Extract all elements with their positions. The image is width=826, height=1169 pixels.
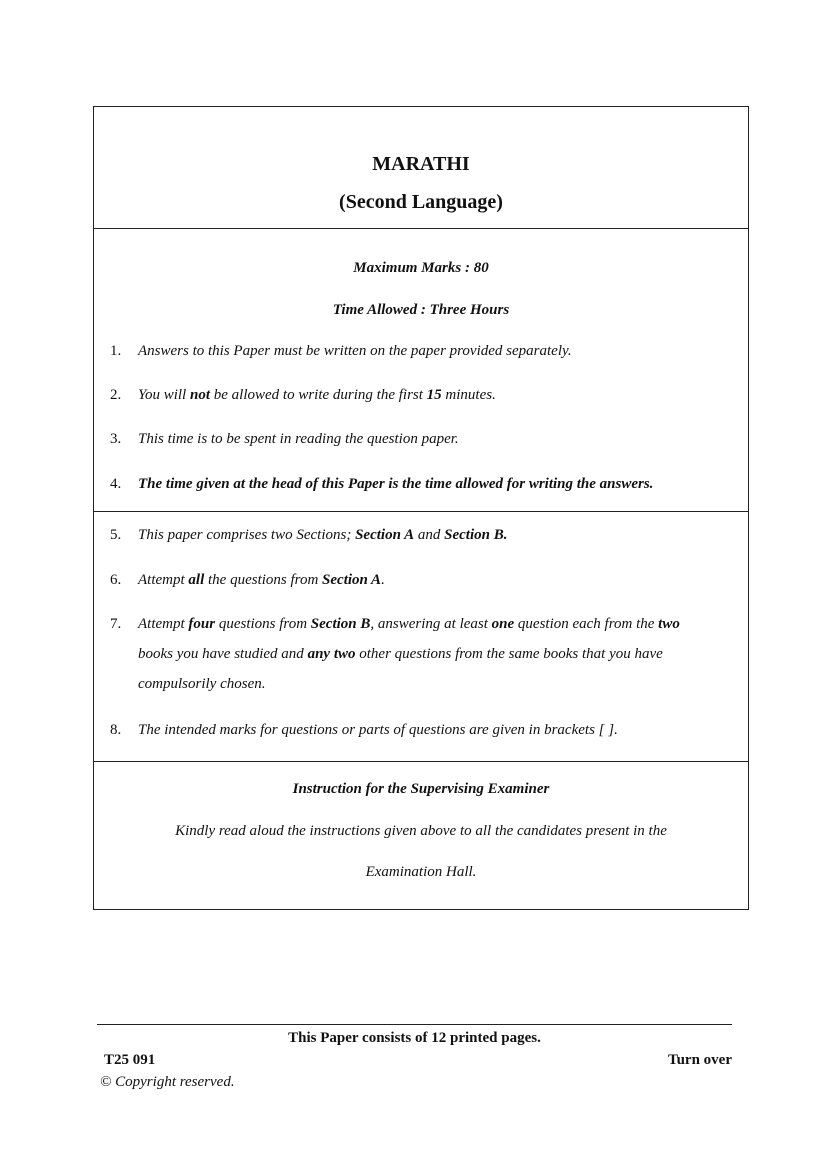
divider [94, 761, 748, 762]
item-text [138, 380, 718, 410]
item-number: 5. [110, 527, 122, 543]
emphasis-text: 15 [426, 387, 442, 403]
text-span: . [381, 572, 385, 588]
time-allowed: Time Allowed : Three Hours [332, 302, 510, 318]
item-number: 2. [110, 387, 122, 403]
supervisor-heading: Instruction for the Supervising Examiner [292, 781, 550, 797]
item-text [138, 520, 718, 550]
item-number: 4. [110, 476, 122, 492]
item-number: 7. [110, 616, 122, 632]
emphasis-text: The time given at the head of this Paper is the time allowed for writing the answers. [138, 476, 654, 492]
max-marks: Maximum Marks : 80 [353, 260, 489, 276]
item-number: 8. [110, 722, 122, 738]
text-span: , answering at least [370, 616, 492, 632]
text-span: other questions from the same books that you have compulsorily chosen. [138, 646, 663, 692]
text-span: Attempt [138, 616, 189, 632]
item-text [138, 565, 718, 595]
emphasis-text: all [188, 572, 205, 588]
item-text [138, 424, 718, 454]
item-number: 6. [110, 572, 122, 588]
paper-title: MARATHI [372, 153, 470, 175]
supervisor-text: Kindly read aloud the instructions given above to all the candidates present in the [175, 823, 667, 839]
emphasis-text: Section A [322, 572, 382, 588]
copyright: © Copyright reserved. [100, 1074, 235, 1090]
item-text [138, 609, 718, 699]
paper-code: T25 091 [104, 1052, 156, 1068]
emphasis-text: two [658, 616, 680, 632]
divider [94, 228, 748, 229]
emphasis-text: Section A [355, 527, 415, 543]
footer-rule [97, 1024, 732, 1025]
text-span: You will [138, 387, 190, 403]
text-span: questions from [215, 616, 311, 632]
text-span: Attempt [138, 572, 189, 588]
divider [94, 511, 748, 512]
emphasis-text: Section B [310, 616, 371, 632]
paper-subtitle: (Second Language) [339, 191, 503, 213]
item-text [138, 715, 718, 745]
item-number: 3. [110, 431, 122, 447]
instruction-box [93, 106, 749, 910]
emphasis-text: any two [307, 646, 356, 662]
item-number: 1. [110, 343, 122, 359]
turn-over: Turn over [667, 1052, 732, 1068]
supervisor-text: Examination Hall. [365, 864, 477, 880]
text-span: This time is to be spent in reading the question paper. [138, 431, 459, 447]
text-span: question each from the [514, 616, 659, 632]
emphasis-text: four [188, 616, 216, 632]
item-text [138, 469, 718, 499]
text-span: and [414, 527, 445, 543]
pages-note: This Paper consists of 12 printed pages. [288, 1030, 541, 1046]
emphasis-text: not [189, 387, 210, 403]
text-span: The intended marks for questions or parts of questions are given in brackets [ ]. [138, 722, 618, 738]
text-span: be allowed to write during the first [210, 387, 427, 403]
text-span: books you have studied and [138, 646, 308, 662]
text-span: Answers to this Paper must be written on the paper provided separately. [138, 343, 572, 359]
emphasis-text: Section B. [444, 527, 508, 543]
text-span: the questions from [204, 572, 323, 588]
text-span: This paper comprises two Sections; [138, 527, 356, 543]
text-span: minutes. [441, 387, 496, 403]
item-text [138, 336, 718, 366]
emphasis-text: one [491, 616, 515, 632]
